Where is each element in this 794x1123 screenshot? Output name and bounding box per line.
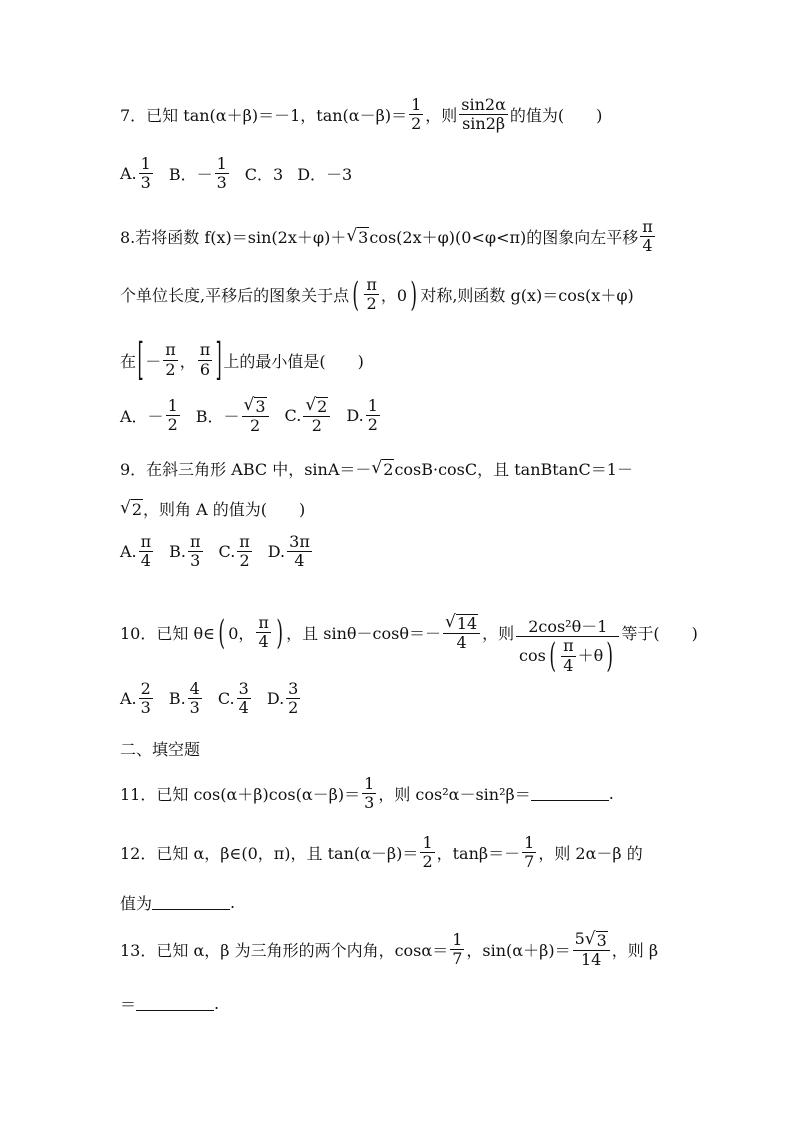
sqrt: √ 2 <box>120 498 143 519</box>
frac-num: π <box>366 275 377 294</box>
q10-stem <box>120 590 698 677</box>
frac-num: π <box>199 340 211 360</box>
radicand: 2 <box>317 397 328 416</box>
q13-frac-a <box>450 931 464 969</box>
frac-num: √ 2 <box>303 396 330 417</box>
minus-sign: － <box>145 351 162 371</box>
q8-line2 <box>120 276 674 314</box>
frac-num: 5 √ 3 <box>573 930 610 951</box>
q10-option-a <box>120 680 155 718</box>
frac-den: 2 <box>366 294 377 314</box>
q13-line2 <box>120 992 674 1015</box>
answer-blank[interactable] <box>136 996 214 1011</box>
q12-frac-a <box>420 834 434 872</box>
q12-text-d: 值为 <box>120 894 153 913</box>
frac-den: 2 <box>367 415 378 435</box>
frac-den: 3 <box>189 698 200 718</box>
frac-den: 2 <box>422 852 433 872</box>
q10-set-a: 0， <box>228 624 255 644</box>
q11-stem <box>120 775 674 813</box>
q11-text-a: 11．已知 cos(α＋β)cos(α－β)＝ <box>120 785 361 805</box>
frac-den: 2 <box>167 415 178 435</box>
right-paren: ) <box>606 636 614 677</box>
opt-frac <box>139 155 153 193</box>
opt-frac <box>303 396 330 436</box>
radicand: 3 <box>358 228 369 248</box>
cos-text: cos <box>519 646 546 666</box>
radicand: 3 <box>596 931 607 950</box>
opt-label: D. <box>266 689 285 709</box>
q13-text-a: 13．已知 α，β 为三角形的两个内角，cosα＝ <box>120 941 449 961</box>
q8-int-b <box>198 341 213 379</box>
left-paren: ( <box>352 274 360 315</box>
frac-den: 2 <box>411 114 422 134</box>
q10-text-b: ，且 sinθ－cosθ＝－ <box>286 624 441 644</box>
sqrt: √ 3 <box>346 226 369 248</box>
frac-num: 2 <box>140 679 151 698</box>
q10-set-frac <box>256 614 271 652</box>
frac-den <box>517 637 619 675</box>
opt-frac <box>286 680 300 718</box>
radicand: 2 <box>131 500 143 519</box>
frac-num: π <box>563 636 574 656</box>
q8-int-a <box>163 341 178 379</box>
q10-text-a: 10．已知 θ∈ <box>120 624 215 644</box>
q10-rhs-frac <box>443 613 480 653</box>
q8-text-d: 对称,则函数 g(x)＝cos(x＋φ) <box>420 286 634 306</box>
q11-end: . <box>608 784 614 804</box>
q7-option-a <box>120 155 155 193</box>
frac-num: 3 <box>288 679 299 698</box>
opt-frac <box>166 397 180 435</box>
q7-stem <box>120 96 674 134</box>
q8-text-c: 个单位长度,平移后的图象关于点 <box>120 286 350 306</box>
q13-text-d: ＝ <box>120 995 137 1014</box>
q10-options <box>120 680 674 718</box>
frac-den: 4 <box>258 632 269 652</box>
q8-line1 <box>120 218 674 256</box>
opt-label: A. <box>120 164 137 184</box>
answer-blank[interactable] <box>531 786 609 801</box>
frac-den: 3 <box>140 698 151 718</box>
q12-end: . <box>230 893 236 912</box>
frac-den: 7 <box>524 852 535 872</box>
frac-den: 2 <box>288 698 299 718</box>
opt-frac <box>242 396 269 436</box>
q8-frac-point <box>364 276 379 314</box>
frac-num: √ 14 <box>443 613 480 634</box>
q10-option-c <box>218 680 253 718</box>
q13-line1 <box>120 930 674 970</box>
q12-line2 <box>120 891 674 914</box>
frac-den: 4 <box>294 551 305 571</box>
q9-option-d <box>268 533 314 571</box>
q12-text-a: 12．已知 α，β∈(0，π)，且 tan(α－β)＝ <box>120 844 419 864</box>
q10-option-b <box>169 680 204 718</box>
q10-big-frac <box>516 618 619 675</box>
inner-frac <box>561 637 576 675</box>
opt-frac <box>139 680 153 718</box>
q7-option-c: C．3 <box>244 165 284 185</box>
plus-theta: ＋θ <box>577 646 604 666</box>
opt-label: B．－ <box>168 165 213 185</box>
answer-blank[interactable] <box>152 895 230 910</box>
q7-frac-sin <box>459 96 508 134</box>
frac-den: 3 <box>216 173 227 193</box>
frac-num: 2cos²θ－1 <box>516 618 619 637</box>
frac-num: √ 3 <box>242 396 269 417</box>
frac-den: 2 <box>311 416 322 436</box>
q8-text-b: cos(2x＋φ)(0<φ<π)的图象向左平移 <box>369 228 639 248</box>
frac-den: 2 <box>249 416 261 436</box>
frac-num: 1 <box>140 154 151 173</box>
q8-point-b: ，0 <box>380 286 408 306</box>
opt-frac <box>215 155 229 193</box>
left-bracket: [ <box>137 334 144 385</box>
q7-option-d: D．－3 <box>297 165 353 185</box>
opt-label: B. <box>168 689 186 709</box>
q9-options <box>120 533 674 571</box>
q7-text-c: 的值为( ) <box>509 106 603 126</box>
frac-num: 1 <box>167 396 178 415</box>
opt-label: C. <box>284 406 302 426</box>
frac-den: 3 <box>190 551 201 571</box>
section-heading: 二、填空题 <box>120 740 201 759</box>
q13-text-b: ，sin(α＋β)＝ <box>466 941 571 961</box>
q9-text-b: cosB·cosC，且 tanBtanC＝1－ <box>394 460 633 479</box>
q12-text-c: ，则 2α－β 的 <box>538 844 643 864</box>
q13-frac-b <box>573 930 610 970</box>
frac-den: 4 <box>140 551 151 571</box>
opt-frac <box>287 533 312 571</box>
frac-num: π <box>190 532 201 551</box>
opt-frac <box>237 680 251 718</box>
q10-text-c: ，则 <box>482 624 515 644</box>
right-paren: ) <box>410 274 418 315</box>
radicand: 14 <box>456 613 478 633</box>
coef: 5 <box>574 929 585 948</box>
q8-option-d <box>346 397 382 435</box>
frac-num: sin2α <box>461 95 506 114</box>
frac-num: π <box>140 532 152 551</box>
frac-den: 4 <box>642 236 653 256</box>
opt-label: A．－ <box>120 407 164 427</box>
q8-options <box>120 396 674 436</box>
frac-num: 1 <box>367 396 378 415</box>
q8-line3 <box>120 334 674 385</box>
q10-text-d: 等于( ) <box>621 624 698 644</box>
frac-num: 1 <box>411 95 422 114</box>
opt-frac <box>139 533 154 571</box>
q12-line1 <box>120 834 674 872</box>
q9-option-b <box>169 533 204 571</box>
frac-den: 3 <box>140 173 151 193</box>
frac-num: 4 <box>189 679 200 698</box>
q8-text-e: 在 <box>120 351 137 371</box>
sqrt: √ 2 <box>371 458 394 479</box>
frac-den: sin2β <box>462 114 506 134</box>
q11-frac <box>362 775 376 813</box>
q9-text-c: ，则角 A 的值为( ) <box>143 500 306 519</box>
frac-den: 4 <box>563 655 574 675</box>
radicand: 2 <box>383 460 394 479</box>
q7-option-b <box>169 155 231 193</box>
comma: ， <box>179 351 196 371</box>
radicand: 3 <box>255 397 266 416</box>
frac-den: 14 <box>581 950 602 970</box>
frac-den: 6 <box>199 359 211 379</box>
q9-line1 <box>120 457 674 480</box>
frac-num: π <box>642 217 653 236</box>
q8-option-c <box>285 396 333 436</box>
right-bracket: ] <box>215 334 222 385</box>
opt-frac <box>237 533 252 571</box>
opt-label: B．－ <box>195 407 240 427</box>
opt-frac <box>188 680 202 718</box>
right-paren: ) <box>276 612 283 653</box>
frac-num: π <box>239 532 250 551</box>
frac-den: 7 <box>452 949 463 969</box>
q12-frac-b <box>522 834 536 872</box>
q7-frac-half <box>409 96 423 134</box>
q11-text-b: ，则 cos²α－sin²β＝ <box>378 785 531 805</box>
frac-num: 1 <box>216 154 227 173</box>
frac-num: π <box>258 612 269 632</box>
q7-options <box>120 155 674 193</box>
opt-label: A. <box>120 689 137 709</box>
q12-text-b: ，tanβ＝－ <box>436 844 521 864</box>
q7-text-a: 7．已知 tan(α＋β)＝－1，tan(α－β)＝ <box>120 106 408 126</box>
opt-frac <box>188 533 203 571</box>
q8-text-a: 8.若将函数 f(x)＝sin(2x＋φ)＋ <box>120 228 347 248</box>
q13-end: . <box>214 994 220 1013</box>
frac-num: 3π <box>289 532 310 551</box>
opt-label: D. <box>267 542 286 562</box>
q8-text-f: 上的最小值是( ) <box>223 351 364 371</box>
left-paren: ( <box>549 636 556 677</box>
q10-option-d <box>267 680 303 718</box>
opt-label: D. <box>346 406 364 426</box>
left-paren: ( <box>218 612 225 653</box>
q7-text-b: ，则 <box>425 106 458 126</box>
frac-den: 2 <box>239 551 250 571</box>
frac-num: 1 <box>364 774 375 793</box>
opt-label: A. <box>120 542 137 562</box>
opt-label: C. <box>217 689 235 709</box>
opt-frac <box>366 397 380 435</box>
q9-option-c <box>219 533 254 571</box>
q9-line2 <box>120 497 674 520</box>
frac-num: 1 <box>524 833 535 852</box>
frac-den: 4 <box>238 698 249 718</box>
q13-text-c: ，则 β <box>611 941 659 961</box>
q8-option-a <box>120 397 182 435</box>
frac-num: 1 <box>422 833 433 852</box>
q8-option-b <box>196 396 271 436</box>
frac-den: 3 <box>364 793 375 813</box>
q9-option-a <box>120 533 155 571</box>
frac-num: 3 <box>238 679 249 698</box>
q8-frac-shift <box>640 218 655 256</box>
frac-den: 4 <box>456 633 467 653</box>
frac-den: 2 <box>165 359 176 379</box>
frac-num: 1 <box>452 930 463 949</box>
frac-num: π <box>165 340 176 360</box>
opt-label: C. <box>218 542 236 562</box>
q9-text-a: 9．在斜三角形 ABC 中，sinA＝－ <box>120 460 372 479</box>
opt-label: B. <box>169 542 186 562</box>
